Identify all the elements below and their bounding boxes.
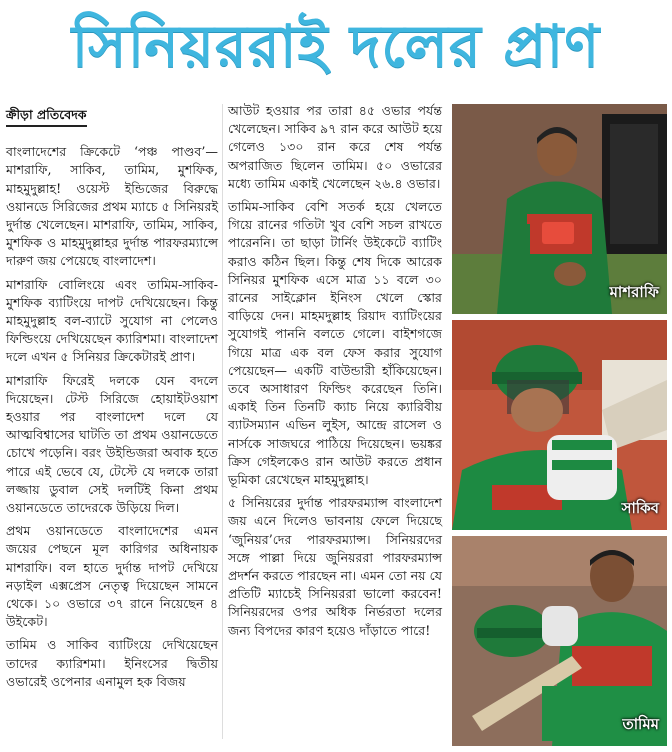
photo-caption: সাকিব [621,499,659,517]
photo-shakib [452,320,667,530]
headline-title: সিনিয়ররাই দলের প্রাণ [71,11,601,80]
paragraph: মাশরাফি ফিরেই দলকে যেন বদলে দিয়েছেন। টেস্ট সিরিজে হোয়াইটওয়াশ হওয়ার পর বাংলাদেশ দলে যে আত্মবিশ্বাসের ঘাটতি তা প্রথম ওয়ানডেতে চোখে পড়েনি। বরং উইন্ডিজরা অবাক হতে পারে এই ভেবে যে, টেস্টে যে দলকে তারা লজ্জায় ডুবাল সেই দলটিই কিনা প্রথম ওয়ানডেতে তাদেরকে উড়িয়ে দিল। [6,372,218,516]
paragraph: বাংলাদেশের ক্রিকেটে ‘পঞ্চ পাণ্ডব’— মাশরাফি, সাকিব, তামিম, মুশফিক, মাহমুদুল্লাহ! ওয়েস্ট ইন্ডিজের বিরুদ্ধে ওয়ানডে সিরিজের প্রথম ম্যাচে ৫ সিনিয়রই দুর্দান্ত খেলেছেন। মাশরাফি, তামিম, সাকিব, মুশফিক ও মাহমুদুল্লাহর দুর্দান্ত পারফরম্যান্সে দারুণ জয় পেয়েছে বাংলাদেশ। [6,144,218,269]
photo-column [452,104,667,752]
column-divider [222,104,223,739]
photo-caption: মাশরাফি [609,283,659,301]
article-column-1 [6,102,218,696]
paragraph: তামিম ও সাকিব ব্যাটিংয়ে দেখিয়েছেন তাদের ক্যারিশমা। ইনিংসের দ্বিতীয় ওভারেই ওপেনার এনামুল হক বিজয় [6,637,218,689]
paragraph: মাশরাফি বোলিংয়ে এবং তামিম-সাকিব-মুশফিক ব্যাটিংয়ে দাপট দেখিয়েছেন। কিন্তু মাহমুদুল্লাহ বল-ব্যাটে সুযোগ না পেলেও ফিল্ডিংয়ে দেখিয়েছেন ক্যারিশমা। বাংলাদেশ দলে এখন ৫ সিনিয়র ক্রিকেটারই প্রাণ। [6,276,218,365]
paragraph: ৫ সিনিয়রের দুর্দান্ত পারফরম্যান্স বাংলাদেশ জয় এনে দিলেও ভাবনায় ফেলে দিয়েছে ‘জুনিয়র’দের পারফরম্যান্স। সিনিয়রদের সঙ্গে পাল্লা দিয়ে জুনিয়ররা পারফরম্যান্স প্রদর্শন করতে পারছেন না। এমন তো নয় যে প্রতিটি ম্যাচেই সিনিয়ররা ভালো করবেন! সিনিয়রদের ওপর অধিক নির্ভরতা দলের জন্য বিপদের কারণ হয়েও দাঁড়াতে পারে! [228,495,442,638]
paragraph: প্রথম ওয়ানডেতে বাংলাদেশের এমন জয়ের পেছনে মূল কারিগর অধিনায়ক মাশরাফি। বল হাতে দুর্দান্ত দাপট দেখিয়ে নড়াইল এক্সপ্রেস নেতৃত্ব দিয়েছেন সামনে থেকে। ১০ ওভারে ৩৭ রানে নিয়েছেন ৪ উইকেট। [6,523,218,630]
article-column-2 [228,102,442,645]
photo-tamim [452,536,667,746]
photo-mashrafe [452,104,667,314]
headline-banner [0,0,672,100]
photo-caption: তামিম [622,715,659,733]
byline: ক্রীড়া প্রতিবেদক [6,106,87,127]
paragraph: আউট হওয়ার পর তারা ৪৫ ওভার পর্যন্ত খেলেছেন। সাকিব ৯৭ রান করে আউট হয়ে গেলেও ১৩০ রান করে শেষ পর্যন্ত অপরাজিত ছিলেন তামিম। ৫০ ওভারের মধ্যে তামিম একাই খেলেছেন ২৬.৪ ওভার। [228,103,442,191]
paragraph: তামিম-সাকিব বেশি সতর্ক হয়ে খেলতে গিয়ে রানের গতিটা খুব বেশি সচল রাখতে পারেননি। তা ছাড়া টার্নিং উইকেটে ব্যাটিং করাও কঠিন ছিল। কিন্তু শেষ দিকে আরেক সিনিয়র মুশফিক এসে মাত্র ১১ বলে ৩০ রানের সাইক্লোন ইনিংস খেলে স্কোর বাড়িয়ে দেন। মাহমদুল্লাহ রিয়াদ ব্যাটিংয়ের সুযোগই পাননি বলতে গেলে। বাইশগজে গিয়ে মাত্র এক বল ফেস করার সুযোগ পেয়েছেন— একটি বাউন্ডারী হাঁকিয়েছেন। তবে অসাধারণ ফিল্ডিং করেছেন তিনি। একাই তিন তিনটি ক্যাচ নিয়ে ক্যারিবীয় ব্যাটসম্যান এভিন লুইস, আন্দ্রে রাসেল ও নার্সকে সাজঘরে পাঠিয়ে দিয়েছেন। ভয়ঙ্কর ক্রিস গেইলকেও রান আউট করতে প্রধান ভূমিকা রেখেছেন মাহমুদুল্লাহ। [228,199,442,488]
